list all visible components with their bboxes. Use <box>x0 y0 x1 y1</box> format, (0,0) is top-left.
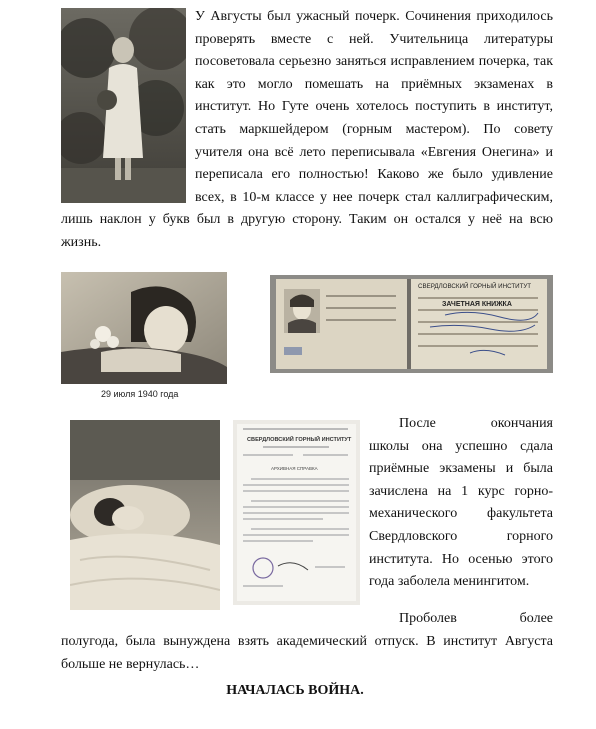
photo-girl-ill <box>70 420 220 610</box>
photo-girl-standing <box>61 8 186 203</box>
photo-archive-certificate <box>233 420 360 605</box>
certificate-title: АРХИВНАЯ СПРАВКА <box>271 466 318 471</box>
closing-heading: НАЧАЛАСЬ ВОЙНА. <box>226 683 364 698</box>
text-line: Свердловского горного <box>369 528 553 544</box>
paragraph-handwriting-continued <box>61 209 553 254</box>
text-line: жизнь. <box>61 234 102 250</box>
certificate-institute: СВЕРДЛОВСКИЙ ГОРНЫЙ ИНСТИТУТ <box>247 437 352 443</box>
text-line: У Августы был ужасный почерк. Сочинения приходилось <box>195 9 553 24</box>
text-line: механического факультета <box>369 506 553 522</box>
text-line: приёмные экзамены и была <box>369 461 553 477</box>
text-line: зачислена на 1 курс горно- <box>369 483 553 499</box>
text-line: После окончания <box>399 416 553 431</box>
paragraph-illness-continued <box>61 631 553 676</box>
text-line: Проболев более <box>399 611 553 626</box>
text-line: года заболела менингитом. <box>369 574 530 590</box>
text-line: институт. Но Гуте очень хотелось поступить в институт, <box>195 99 553 115</box>
photo-caption: 29 июля 1940 года <box>101 389 179 399</box>
text-line: посоветовала серьезно заняться исправлением почерка, так <box>195 54 553 70</box>
text-line: проверять вместе с ней. Учительница литературы <box>195 31 553 47</box>
text-line: полугода, была вынуждена взять академический отпуск. В институт Августа <box>61 634 553 649</box>
record-book-institute: СВЕРДЛОВСКИЙ ГОРНЫЙ ИНСТИТУТ <box>418 283 532 290</box>
paragraph-handwriting <box>195 6 553 209</box>
text-line: больше не вернулась… <box>61 656 200 672</box>
text-line: переписала его полностью! Каково же было удивление <box>195 167 553 183</box>
paragraph-illness <box>399 608 553 631</box>
photo-portrait-1940 <box>61 272 227 384</box>
paragraph-admission <box>369 413 553 594</box>
record-book-title: ЗАЧЕТНАЯ КНИЖКА <box>442 301 512 308</box>
text-line: как это могло помешать на приёмных экзаменах в <box>195 76 553 92</box>
text-line: учителя она всё лето переписывала «Евгения Онегина» и <box>195 144 553 160</box>
text-line: стать маркшейдером (горным мастером). По совету <box>195 121 553 137</box>
text-line: института. Но осенью этого <box>369 551 553 567</box>
text-line: лишь наклон у букв был в другую сторону. Таким он остался у неё на всю <box>61 212 553 227</box>
text-line: школы она успешно сдала <box>369 438 553 454</box>
photo-student-record-book <box>270 275 553 373</box>
text-line: всех, в 10-м классе у нее почерк стал каллиграфическим, <box>195 189 553 205</box>
